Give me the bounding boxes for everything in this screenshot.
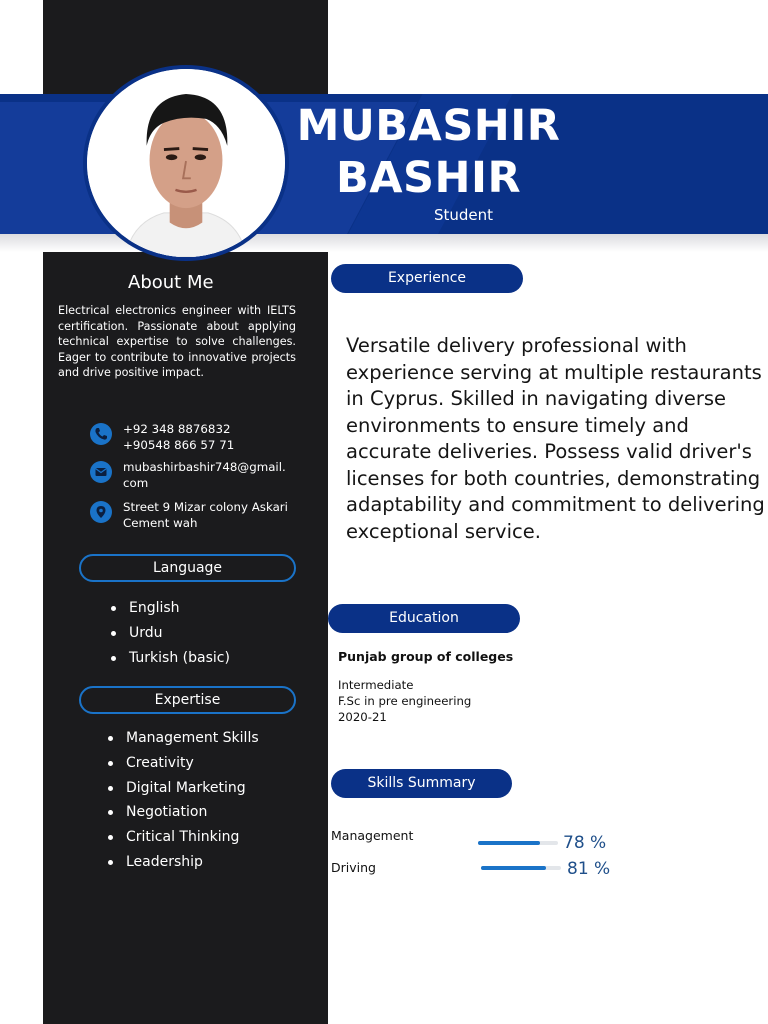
list-item: Urdu	[111, 621, 230, 646]
education-level: Intermediate	[338, 678, 414, 692]
expertise-list	[108, 726, 259, 875]
experience-text: Versatile delivery professional with experience serving at multiple restaurants in Cyprus. Skilled in navigating diverse environments to ensure timely and accurate deliveries. Possess valid driver's licenses for both countries, demonstrating adaptability and commitment to delivering exceptional service.	[346, 334, 765, 543]
first-name: MUBASHIR	[296, 101, 561, 151]
experience-heading: Experience	[331, 264, 523, 293]
list-item: Negotiation	[108, 800, 259, 825]
list-item: Creativity	[108, 751, 259, 776]
mail-icon	[90, 461, 112, 483]
list-item: Critical Thinking	[108, 825, 259, 850]
email-address: mubashirbashir748@gmail. com	[123, 460, 286, 490]
skills-heading: Skills Summary	[331, 769, 512, 798]
skill-bar-fill	[478, 841, 540, 845]
list-item: English	[111, 596, 230, 621]
skill-bar-track	[481, 866, 561, 870]
about-title: About Me	[128, 272, 214, 293]
education-heading: Education	[328, 604, 520, 633]
list-item: Turkish (basic)	[111, 646, 230, 671]
list-item: Leadership	[108, 850, 259, 875]
skill-bar-fill	[481, 866, 546, 870]
language-heading: Language	[79, 554, 296, 582]
last-name: BASHIR	[335, 153, 522, 203]
skill-percent: 78 %	[563, 833, 607, 853]
job-title: Student	[434, 206, 494, 224]
profile-photo	[83, 65, 289, 261]
phone-icon	[90, 423, 112, 445]
education-school: Punjab group of colleges	[338, 649, 514, 664]
list-item: Digital Marketing	[108, 776, 259, 801]
education-program: F.Sc in pre engineering	[338, 693, 472, 708]
education-years: 2020-21	[338, 709, 387, 724]
expertise-heading: Expertise	[79, 686, 296, 714]
about-text: Electrical electronics engineer with IELTS certification. Passionate about applying technical expertise to solve challenges. Eager to contribute to innovative projects and drive positive impact.	[58, 304, 296, 379]
skill-label: Management	[331, 828, 414, 843]
education-details	[338, 678, 471, 725]
skill-percent: 81 %	[567, 859, 611, 879]
phone-numbers: +92 348 8876832 +90548 866 57 71	[123, 422, 235, 452]
portrait-image	[87, 69, 285, 257]
street-address: Street 9 Mizar colony Askari Cement wah	[123, 500, 288, 530]
language-list	[111, 596, 230, 670]
location-pin-icon	[90, 501, 112, 523]
full-name	[296, 100, 561, 204]
skill-bar-track	[478, 841, 558, 845]
skill-label: Driving	[331, 860, 376, 875]
list-item: Management Skills	[108, 726, 259, 751]
